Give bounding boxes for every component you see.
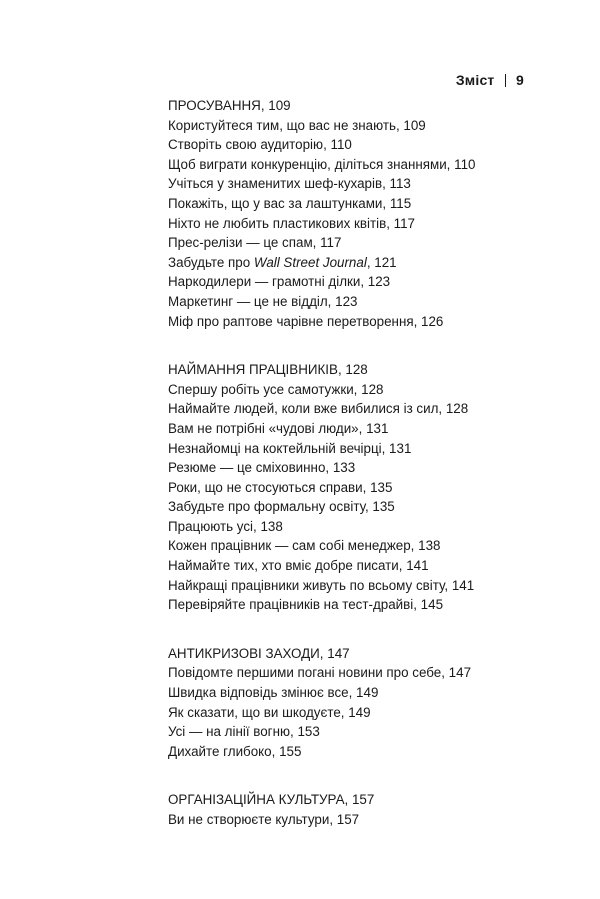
toc-entry (168, 253, 568, 273)
toc-entry: Вам не потрібні «чудові люди», 131 (168, 420, 389, 436)
toc-entry: Створіть свою аудиторію, 110 (168, 137, 352, 153)
toc-entry: Повідомте першими погані новини про себе, 147 (168, 665, 472, 681)
toc-entry: Маркетинг — це не відділ, 123 (168, 293, 358, 309)
toc-section-heading: НАЙМАННЯ ПРАЦІВНИКІВ, 128 (168, 362, 368, 378)
toc-entry: Наркодилери — грамотні ділки, 123 (168, 274, 391, 290)
toc-entry: Найкращі працівники живуть по всьому світу, 141 (168, 577, 475, 593)
toc-entry: Працюють усі, 138 (168, 518, 283, 534)
toc-entry: Спершу робіть усе самотужки, 128 (168, 381, 384, 397)
toc-entry-italic-title: Wall Street Journal (253, 254, 367, 270)
toc-entry: Наймайте тих, хто вміє добре писати, 141 (168, 558, 429, 574)
running-head (456, 72, 524, 88)
toc-section (168, 96, 568, 331)
toc-entry-text: Забудьте про (168, 254, 254, 270)
toc-entry: Усі — на лінії вогню, 153 (168, 724, 320, 740)
running-head-title: Зміст (455, 72, 495, 88)
toc-entry: Міф про раптове чарівне перетворення, 126 (168, 313, 444, 329)
toc-entry: Забудьте про формальну освіту, 135 (168, 499, 395, 515)
table-of-contents (168, 96, 568, 859)
toc-entry: Наймайте людей, коли вже вибилися із сил, 128 (168, 401, 469, 417)
toc-entry: Як сказати, що ви шкодуєте, 149 (168, 704, 371, 720)
toc-entry: Користуйтеся тим, що вас не знають, 109 (168, 117, 426, 133)
toc-entry: Ви не створюєте культури, 157 (168, 812, 360, 827)
toc-section-heading: ОРГАНІЗАЦІЙНА КУЛЬТУРА, 157 (168, 792, 375, 808)
toc-entry: Роки, що не стосуються справи, 135 (168, 479, 393, 495)
toc-entry: Прес-релізи — це спам, 117 (168, 235, 342, 251)
toc-section (168, 790, 568, 829)
toc-entry: Учіться у знаменитих шеф-кухарів, 113 (168, 176, 411, 192)
toc-entry: Щоб виграти конкуренцію, діліться знаннями, 110 (168, 156, 476, 172)
toc-section (168, 360, 568, 615)
toc-section-heading: ПРОСУВАННЯ, 109 (168, 98, 291, 113)
toc-entry: Покажіть, що у вас за лаштунками, 115 (168, 195, 412, 211)
toc-entry: Кожен працівник — сам собі менеджер, 138 (168, 538, 441, 554)
toc-entry: Резюме — це сміховинно, 133 (168, 460, 356, 476)
running-head-separator (505, 74, 507, 87)
toc-entry-page: , 121 (366, 254, 397, 270)
toc-entry: Ніхто не любить пластикових квітів, 117 (168, 215, 415, 231)
toc-entry: Незнайомці на коктейльній вечірці, 131 (168, 440, 412, 456)
toc-entry: Перевіряйте працівників на тест-драйві, 145 (168, 597, 444, 613)
toc-section-heading: АНТИКРИЗОВІ ЗАХОДИ, 147 (168, 645, 350, 661)
page-number: 9 (516, 72, 524, 88)
toc-entry: Дихайте глибоко, 155 (168, 743, 302, 759)
toc-entry: Швидка відповідь змінює все, 149 (168, 685, 379, 701)
toc-section (168, 644, 568, 762)
